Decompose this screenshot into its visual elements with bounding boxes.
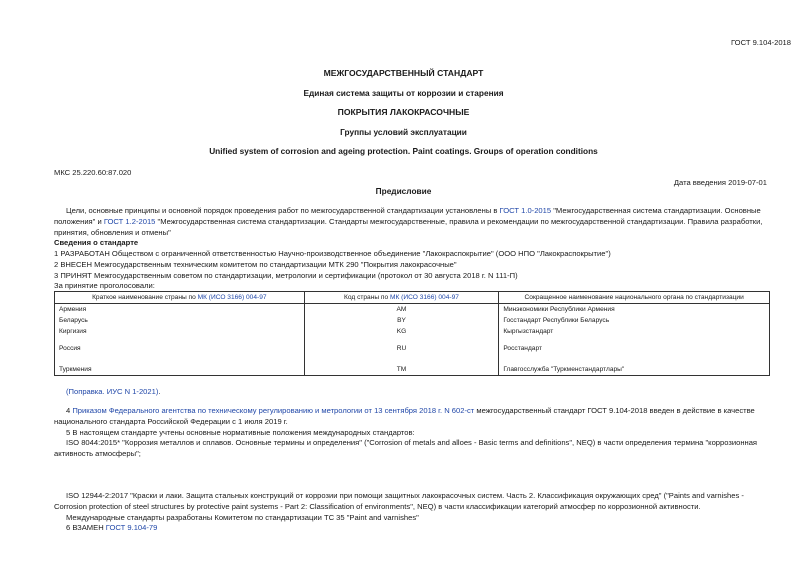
country-cell: Россия — [55, 343, 305, 364]
voted-label: За принятие проголосовали: — [54, 281, 155, 290]
table-row — [55, 304, 770, 316]
item-5: 5 В настоящем стандарте учтены основные нормативные положения международных стандартов: — [66, 428, 415, 437]
org-cell: Кыргызстандарт — [499, 326, 770, 343]
org-cell: Росстандарт — [499, 343, 770, 364]
country-cell: Киргизия — [55, 326, 305, 343]
foreword-text-1: Цели, основные принципы и основной порядок проведения работ по межгосударственной стандартизации установлены в — [66, 206, 500, 215]
english-title: Unified system of corrosion and ageing protection. Paint coatings. Groups of operation conditions — [209, 146, 598, 156]
gost-1-2-link[interactable]: ГОСТ 1.2-2015 — [103, 217, 156, 226]
intro-date: Дата введения 2019-07-01 — [673, 178, 767, 187]
code-cell: BY — [304, 315, 499, 326]
column-header-org: Сокращенное наименование национального органа по стандартизации — [499, 292, 770, 304]
code-cell: AM — [304, 304, 499, 316]
countries-table — [54, 291, 770, 376]
item-4: 4 Приказом Федерального агентства по техническому регулированию и метрологии от 13 сентября 2018 г. N 602-ст межгосударственный стандарт ГОСТ 9.104-2018 введен в действие в качестве национального стандарта Российской Федерации с 1 июля 2019 г. — [54, 406, 755, 426]
mk-iso-link[interactable]: МК (ИСО 3166) 004-97 — [197, 294, 267, 301]
column-header-country: Краткое наименование страны по МК (ИСО 3166) 004-97 — [55, 292, 305, 304]
subtitle: Группы условий эксплуатации — [340, 127, 467, 137]
country-cell: Туркмения — [55, 364, 305, 376]
foreword-text-2: "Межгосударственная система стандартизации. Основные положения" и — [54, 206, 761, 226]
org-cell: Госстандарт Республики Беларусь — [499, 315, 770, 326]
item-1: 1 РАЗРАБОТАН Обществом с ограниченной ответственностью Научно-производственное объединение "Лакокраспокрытие" (ООО НПО "Лакокраспокрытие") — [54, 249, 611, 258]
amendment-link[interactable]: (Поправка. ИУС N 1-2021) — [66, 387, 159, 396]
code-cell: KG — [304, 326, 499, 343]
foreword-heading: Предисловие — [375, 186, 432, 196]
item-2: 2 ВНЕСЕН Межгосударственным техническим комитетом по стандартизации МТК 290 "Покрытия лакокрасочные" — [54, 260, 457, 269]
mk-iso-link[interactable]: МК (ИСО 3166) 004-97 — [390, 294, 459, 301]
table-row — [55, 326, 770, 343]
gost-1-0-link[interactable]: ГОСТ 1.0-2015 — [499, 206, 552, 215]
iso-8044-paragraph: ISO 8044:2015* "Коррозия металлов и сплавов. Основные термины и определения" ("Corrosion of metals and alloes - Basic terms and definitions", NEQ) в части определения термина "коррозионная активность атмосферы"; — [54, 438, 758, 458]
mks-code: МКС 25.220.60:87.020 — [54, 168, 132, 177]
committee-note: Международные стандарты разработаны Комитетом по стандартизации ТС 35 "Paint and varnishes" — [66, 513, 419, 522]
gost-9-104-79-link[interactable]: ГОСТ 9.104-79 — [105, 523, 158, 532]
item-4-text: межгосударственный стандарт ГОСТ 9.104-2018 введен в действие в качестве национального стандарта Российской Федерации с 1 июля 2019 г. — [54, 406, 755, 426]
code-cell: RU — [304, 343, 499, 364]
foreword-paragraph — [54, 205, 770, 238]
org-cell: Минэкономики Республики Армения — [499, 304, 770, 316]
table-row — [55, 315, 770, 326]
table-row — [55, 364, 770, 376]
item-3: 3 ПРИНЯТ Межгосударственным советом по стандартизации, метрологии и сертификации (протокол от 30 августа 2018 г. N 111-П) — [54, 271, 518, 280]
standard-type-heading: МЕЖГОСУДАРСТВЕННЫЙ СТАНДАРТ — [323, 68, 484, 78]
iso-12944-paragraph: ISO 12944-2:2017 "Краски и лаки. Защита стальных конструкций от коррозии при помощи защитных лакокрасочных систем. Часть 2. Классификация окружающих сред" ("Paints and varnishes - Corrosion protection of steel structures by protective paint systems - Part 2: Classification of environments", NEQ) в части классификации категорий атмосфер по коррозионной активности. — [54, 491, 744, 511]
system-title: Единая система защиты от коррозии и старения — [303, 88, 504, 98]
table-row — [55, 343, 770, 364]
subject-title: ПОКРЫТИЯ ЛАКОКРАСОЧНЫЕ — [337, 107, 470, 117]
item-6: 6 ВЗАМЕН ГОСТ 9.104-79 — [66, 523, 158, 532]
country-cell: Армения — [55, 304, 305, 316]
info-heading: Сведения о стандарте — [54, 238, 139, 247]
org-cell: Главгосслужба "Туркменстандартлары" — [499, 364, 770, 376]
doc-code: ГОСТ 9.104-2018 — [731, 38, 791, 47]
order-link[interactable]: Приказом Федерального агентства по техническому регулированию и метрологии от 13 сентября 2018 г. N 602-ст — [72, 406, 475, 415]
foreword-text-3: "Межгосударственная система стандартизации. Стандарты межгосударственные, правила и рекомендации по межгосударственной стандартизации. Правила разработки, принятия, обновления и отмены" — [54, 217, 763, 237]
amendment-note: (Поправка. ИУС N 1-2021). — [66, 387, 161, 396]
column-header-code: Код страны по МК (ИСО 3166) 004-97 — [304, 292, 499, 304]
country-cell: Беларусь — [55, 315, 305, 326]
table-header-row — [55, 292, 770, 304]
code-cell: TM — [304, 364, 499, 376]
